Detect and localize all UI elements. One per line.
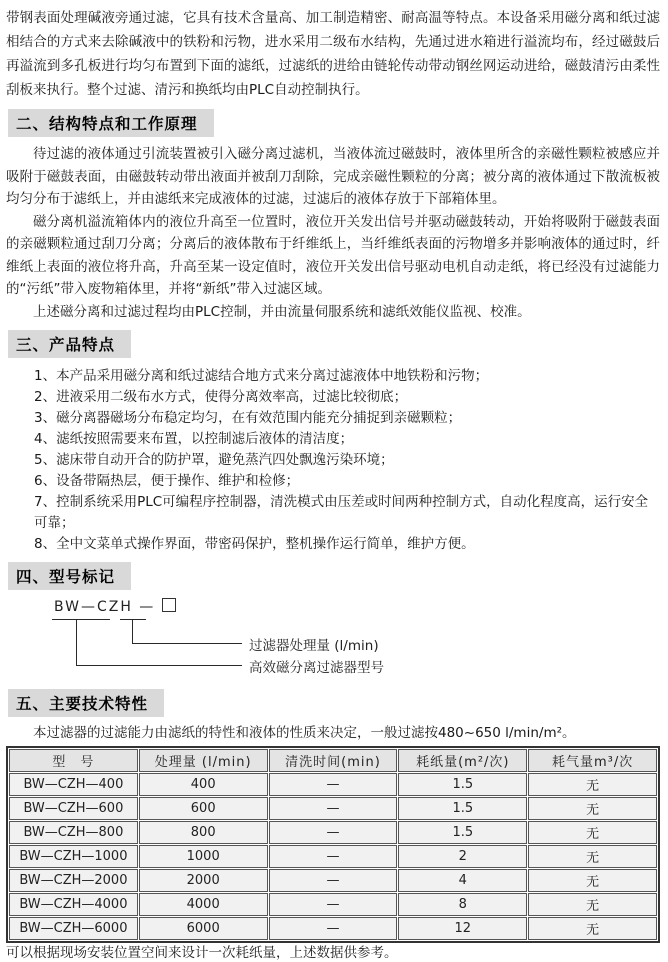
section-features-header: 三、产品特点 xyxy=(8,330,131,358)
table-cell: 1.5 xyxy=(398,773,527,796)
table-cell: BW—CZH—4000 xyxy=(9,893,138,916)
connector-line xyxy=(52,619,110,620)
feature-item: 3、磁分离器磁场分布稳定均匀，在有效范围内能充分捕捉到亲磁颗粒； xyxy=(34,410,462,426)
section-model xyxy=(6,555,660,682)
structure-paragraph: 待过滤的液体通过引流装置被引入磁分离过滤机，当液体流过磁鼓时，液体里所含的亲磁性颗粒被感应并吸附于磁鼓表面，由磁鼓转动带出液面并被刮刀刮除，完成亲磁性颗粒的分离；被分离的液体通过下散流板被均匀分布于滤纸上，并由滤纸来完成液体的过滤，过滤后的液体存放于下部箱体里。 xyxy=(6,146,660,207)
table-cell: — xyxy=(269,845,398,868)
table-cell: 600 xyxy=(139,797,268,820)
table-cell: — xyxy=(269,869,398,892)
feature-item: 7、控制系统采用PLC可编程序控制器，清洗模式由压差或时间两种控制方式，自动化程度高，运行安全可靠； xyxy=(34,494,649,531)
capacity-label: 过滤器处理量 (l/min) xyxy=(249,638,379,654)
table-cell: 8 xyxy=(398,893,527,916)
feature-item: 8、全中文菜单式操作界面，带密码保护，整机操作运行简单，维护方便。 xyxy=(34,536,475,552)
table-row xyxy=(9,773,657,796)
table-cell: 400 xyxy=(139,773,268,796)
table-cell: 1.5 xyxy=(398,797,527,820)
table-cell: 1.5 xyxy=(398,821,527,844)
table-cell: 4000 xyxy=(139,893,268,916)
table-cell: BW—CZH—1000 xyxy=(9,845,138,868)
structure-paragraph: 磁分离机溢流箱体内的液位升高至一位置时，液位开关发出信号并驱动磁鼓转动，开始将吸附于磁鼓表面的亲磁颗粒通过刮刀分离；分离后的液体散布于纤维纸上，当纤维纸表面的污物增多并影响液体的通过时，纤维纸上表面的液位将升高，升高至某一设定值时，液位开关发出信号驱动电机自动走纸，将已经没有过滤能力的“污纸”带入废物箱体里，并将“新纸”带入过滤区域。 xyxy=(6,213,660,297)
table-row xyxy=(9,821,657,844)
table-row xyxy=(9,845,657,868)
connector-line xyxy=(132,619,133,643)
section-specs xyxy=(6,682,660,962)
section-structure xyxy=(6,102,660,323)
section-specs-header: 五、主要技术特性 xyxy=(8,689,164,717)
table-cell: 800 xyxy=(139,821,268,844)
specs-table xyxy=(6,746,660,943)
model-placeholder-box xyxy=(162,598,176,612)
table-row xyxy=(9,869,657,892)
connector-line xyxy=(76,619,77,665)
table-row xyxy=(9,797,657,820)
model-marking-diagram xyxy=(6,598,660,682)
table-cell: 无 xyxy=(528,917,657,940)
table-cell: 无 xyxy=(528,821,657,844)
table-cell: 4 xyxy=(398,869,527,892)
table-header-cell: 清洗时间(min) xyxy=(269,749,398,772)
features-list xyxy=(6,364,660,555)
table-cell: 无 xyxy=(528,797,657,820)
table-cell: BW—CZH—400 xyxy=(9,773,138,796)
feature-item: 5、滤床带自动开合的防护罩，避免蒸汽四处飘逸污染环境； xyxy=(34,452,394,468)
table-cell: BW—CZH—6000 xyxy=(9,917,138,940)
feature-item: 4、滤纸按照需要来布置，以控制滤后液体的清洁度； xyxy=(34,431,354,447)
table-cell: 2 xyxy=(398,845,527,868)
feature-item: 2、进液采用二级布水方式，使得分离效率高，过滤比较彻底； xyxy=(34,389,408,405)
section-features xyxy=(6,323,660,555)
model-code xyxy=(54,598,176,615)
table-footnote: 可以根据现场安装位置空间来设计一次耗纸量，上述数据供参考。 xyxy=(6,945,398,961)
table-cell: — xyxy=(269,893,398,916)
table-header-row xyxy=(9,749,657,772)
connector-line xyxy=(120,619,146,620)
table-cell: 无 xyxy=(528,869,657,892)
table-cell: — xyxy=(269,773,398,796)
intro-paragraph: 带钢表面处理碱液旁通过滤，它具有技术含量高、加工制造精密、耐高温等特点。本设备采用磁分离和纸过滤相结合的方式来去除碱液中的铁粉和污物，进水采用二级布水结构，先通过进水箱进行溢流均布，经过磁鼓后再溢流到多孔板进行均匀布置到下面的滤纸，过滤纸的进给由链轮传动带动钢丝网运动进给，磁鼓清污由柔性刮板来执行。整个过滤、清污和换纸均由PLC自动控制执行。 xyxy=(6,10,660,98)
table-cell: — xyxy=(269,917,398,940)
feature-item: 1、本产品采用磁分离和纸过滤结合地方式来分离过滤液体中地铁粉和污物； xyxy=(34,368,489,384)
table-row xyxy=(9,893,657,916)
table-cell: 无 xyxy=(528,773,657,796)
table-header-cell: 耗气量m³/次 xyxy=(528,749,657,772)
table-header-cell: 耗纸量(m²/次) xyxy=(398,749,527,772)
table-cell: BW—CZH—2000 xyxy=(9,869,138,892)
section-structure-header: 二、结构特点和工作原理 xyxy=(8,109,214,137)
table-header-cell: 型 号 xyxy=(9,749,138,772)
connector-line xyxy=(76,665,242,666)
table-cell: BW—CZH—800 xyxy=(9,821,138,844)
connector-line xyxy=(132,643,242,644)
model-label: 高效磁分离过滤器型号 xyxy=(249,660,384,676)
specs-intro: 本过滤器的过滤能力由滤纸的特性和液体的性质来决定，一般过滤按480~650 l/min/m²。 xyxy=(33,725,576,741)
table-cell: 无 xyxy=(528,845,657,868)
table-row xyxy=(9,917,657,940)
feature-item: 6、设备带隔热层，便于操作、维护和检修； xyxy=(34,473,300,489)
model-code-text: BW—CZH — xyxy=(54,599,156,615)
table-cell: 2000 xyxy=(139,869,268,892)
table-cell: 12 xyxy=(398,917,527,940)
structure-paragraph: 上述磁分离和过滤过程均由PLC控制，并由流量伺服系统和滤纸效能仪监视、校准。 xyxy=(33,303,531,320)
table-header-cell: 处理量 (l/min) xyxy=(139,749,268,772)
table-cell: 无 xyxy=(528,893,657,916)
table-cell: — xyxy=(269,797,398,820)
table-cell: 6000 xyxy=(139,917,268,940)
table-cell: 1000 xyxy=(139,845,268,868)
section-model-header: 四、型号标记 xyxy=(8,562,131,590)
table-cell: BW—CZH—600 xyxy=(9,797,138,820)
table-cell: — xyxy=(269,821,398,844)
